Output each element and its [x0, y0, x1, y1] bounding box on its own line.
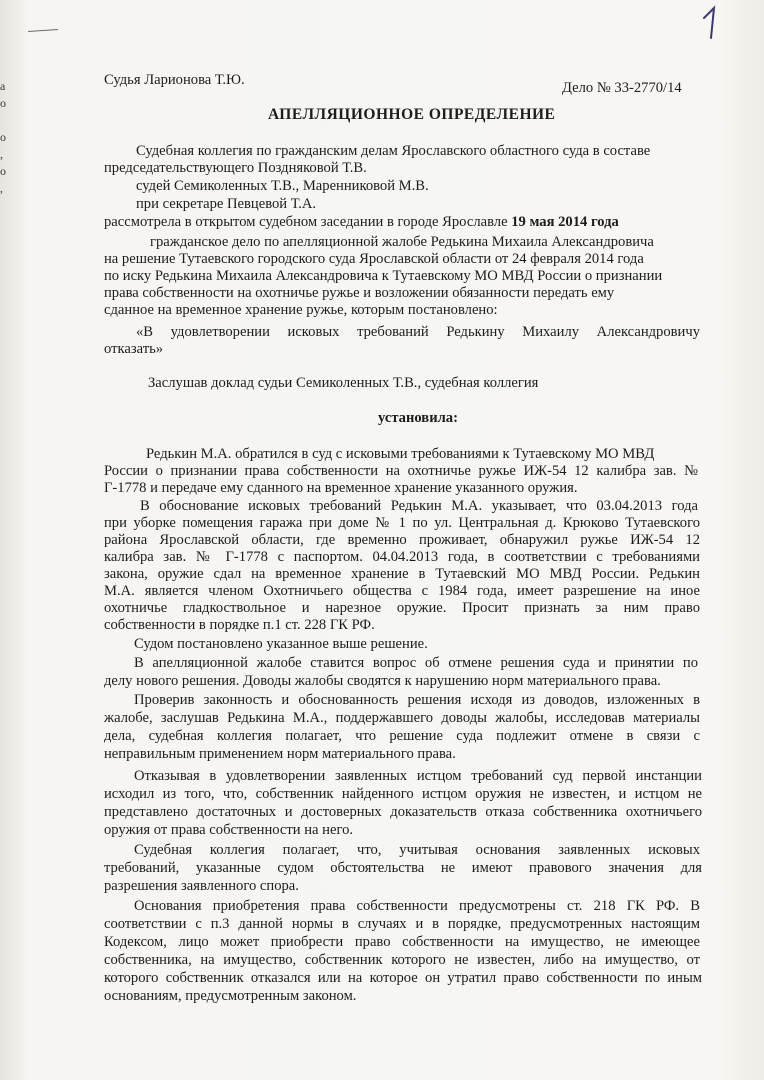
case-line: по иску Редькина Михаила Александровича к Тутаевскому МО МВД России о признании	[104, 268, 663, 284]
paragraph-line: представлено достаточных и достоверных доказательств отказа собственника охотничьего	[104, 804, 702, 820]
hearing-date: 19 мая 2014 года	[511, 214, 619, 230]
quote-line: «В удовлетворении исковых требований Редькину Михаилу Александровичу	[136, 324, 700, 340]
paragraph-line: разрешения заявленного спора.	[104, 878, 299, 894]
paragraph-line: исходил из того, что, собственник найденного истцом оружия не известен, и истцом не	[104, 786, 702, 802]
paragraph-line: оружия от права собственности на него.	[104, 822, 354, 838]
paragraph-line: Отказывая в удовлетворении заявленных истцом требований суд первой инстанции	[134, 768, 702, 784]
paragraph-line: Проверив законность и обоснованность решения исходя из доводов, изложенных в	[134, 692, 700, 708]
hearing-line: Заслушав доклад судьи Семиколенных Т.В., судебная коллегия	[148, 375, 539, 391]
paragraph-line: Судебная коллегия полагает, что, учитывая основания заявленных исковых	[134, 842, 700, 858]
paragraph-line: при уборке помещения гаража при доме № 1 по ул. Центральная д. Крюково Тутаевского	[104, 515, 700, 531]
paragraph-line: жалобе, заслушав Редькина М.А., поддержавшего доводы жалобы, исследовав материалы	[104, 710, 700, 726]
paragraph-line: М.А. является членом Охотничьего общества с 1984 года, имеет разрешение на иное	[104, 583, 700, 599]
paragraph-line: калибра зав. № Г-1778 с паспортом. 04.04.2013 года, в соответствии с требованиями	[104, 549, 700, 565]
paragraph-line: Основания приобретения права собственности предусмотрены ст. 218 ГК РФ. В	[134, 898, 700, 914]
case-number: Дело № 33-2770/14	[562, 80, 682, 96]
judge-name: Судья Ларионова Т.Ю.	[104, 72, 245, 88]
paragraph-line: требований, указанные судом обстоятельства не имеют правового значения для	[104, 860, 702, 876]
paragraph-line: Редькин М.А. обратился в суд с исковыми требованиями к Тутаевскому МО МВД	[146, 446, 655, 462]
intro-line: Судебная коллегия по гражданским делам Ярославского областного суда в составе	[136, 143, 651, 159]
intro-line: при секретаре Певцевой Т.А.	[136, 196, 317, 212]
intro-line: рассмотрела в открытом судебном заседании в городе Ярославле 19 мая 2014 года	[104, 214, 619, 230]
quote-line: отказать»	[104, 341, 164, 357]
margin-marks: а о о , о ,	[0, 79, 6, 195]
intro-line: судей Семиколенных Т.В., Маренниковой М.В.	[136, 178, 429, 194]
paragraph-line: Г-1778 и передаче ему сданного на временное хранение указанного оружия.	[104, 480, 578, 496]
case-line: на решение Тутаевского городского суда Ярославской области от 24 февраля 2014 года	[104, 251, 644, 267]
paragraph-line: России о признании права собственности на охотничье ружье ИЖ-54 12 калибра зав. №	[104, 463, 698, 479]
paragraph-line: Судом постановлено указанное выше решение.	[134, 636, 428, 652]
case-line: гражданское дело по апелляционной жалобе Редькина Михаила Александровича	[150, 234, 654, 250]
paragraph-line: которого собственник отказался или на которое он утратил право собственности по иным	[104, 970, 702, 986]
intro-line: председательствующего Поздняковой Т.В.	[104, 160, 367, 176]
paragraph-line: делу нового решения. Доводы жалобы сводятся к нарушению норм материального права.	[104, 673, 661, 689]
established-heading: установила:	[378, 410, 458, 426]
paragraph-line: соответствии с п.3 данной нормы в случаях и в порядке, предусмотренных настоящим	[104, 916, 700, 932]
paragraph-line: неправильным применением норм материального права.	[104, 746, 456, 762]
document-title: АПЕЛЛЯЦИОННОЕ ОПРЕДЕЛЕНИЕ	[268, 106, 556, 123]
paragraph-line: основаниям, предусмотренным законом.	[104, 988, 357, 1004]
paragraph-line: Кодексом, лицо может приобрести право собственности на имущество, не имеющее	[104, 934, 700, 950]
handwritten-page-number	[700, 2, 730, 42]
case-line: сданное на временное хранение ружье, которым постановлено:	[104, 302, 498, 318]
paragraph-line: собственности в порядке п.1 ст. 228 ГК РФ.	[104, 617, 375, 633]
pen-stroke	[28, 29, 58, 32]
paragraph-line: дела, судебная коллегия полагает, что решение суда подлежит отмене в связи с	[104, 728, 700, 744]
case-line: права собственности на охотничье ружье и возложении обязанности передать ему	[104, 285, 615, 301]
paragraph-line: закона, оружие сдал на временное хранение в Тутаевский МО МВД России. Редькин	[104, 566, 700, 582]
paragraph-line: собственника, на имущество, собственник которого не известен, либо на имущество, от	[104, 952, 700, 968]
paragraph-line: В обоснование исковых требований Редькин М.А. указывает, что 03.04.2013 года	[140, 498, 698, 514]
paragraph-line: района Ярославской области, где временно проживает, обнаружил ружье ИЖ-54 12	[104, 532, 700, 548]
paragraph-line: охотничье гладкоствольное и нарезное оружие. Просит признать за ним право	[104, 600, 700, 616]
paragraph-line: В апелляционной жалобе ставится вопрос об отмене решения суда и принятии по	[134, 655, 698, 671]
